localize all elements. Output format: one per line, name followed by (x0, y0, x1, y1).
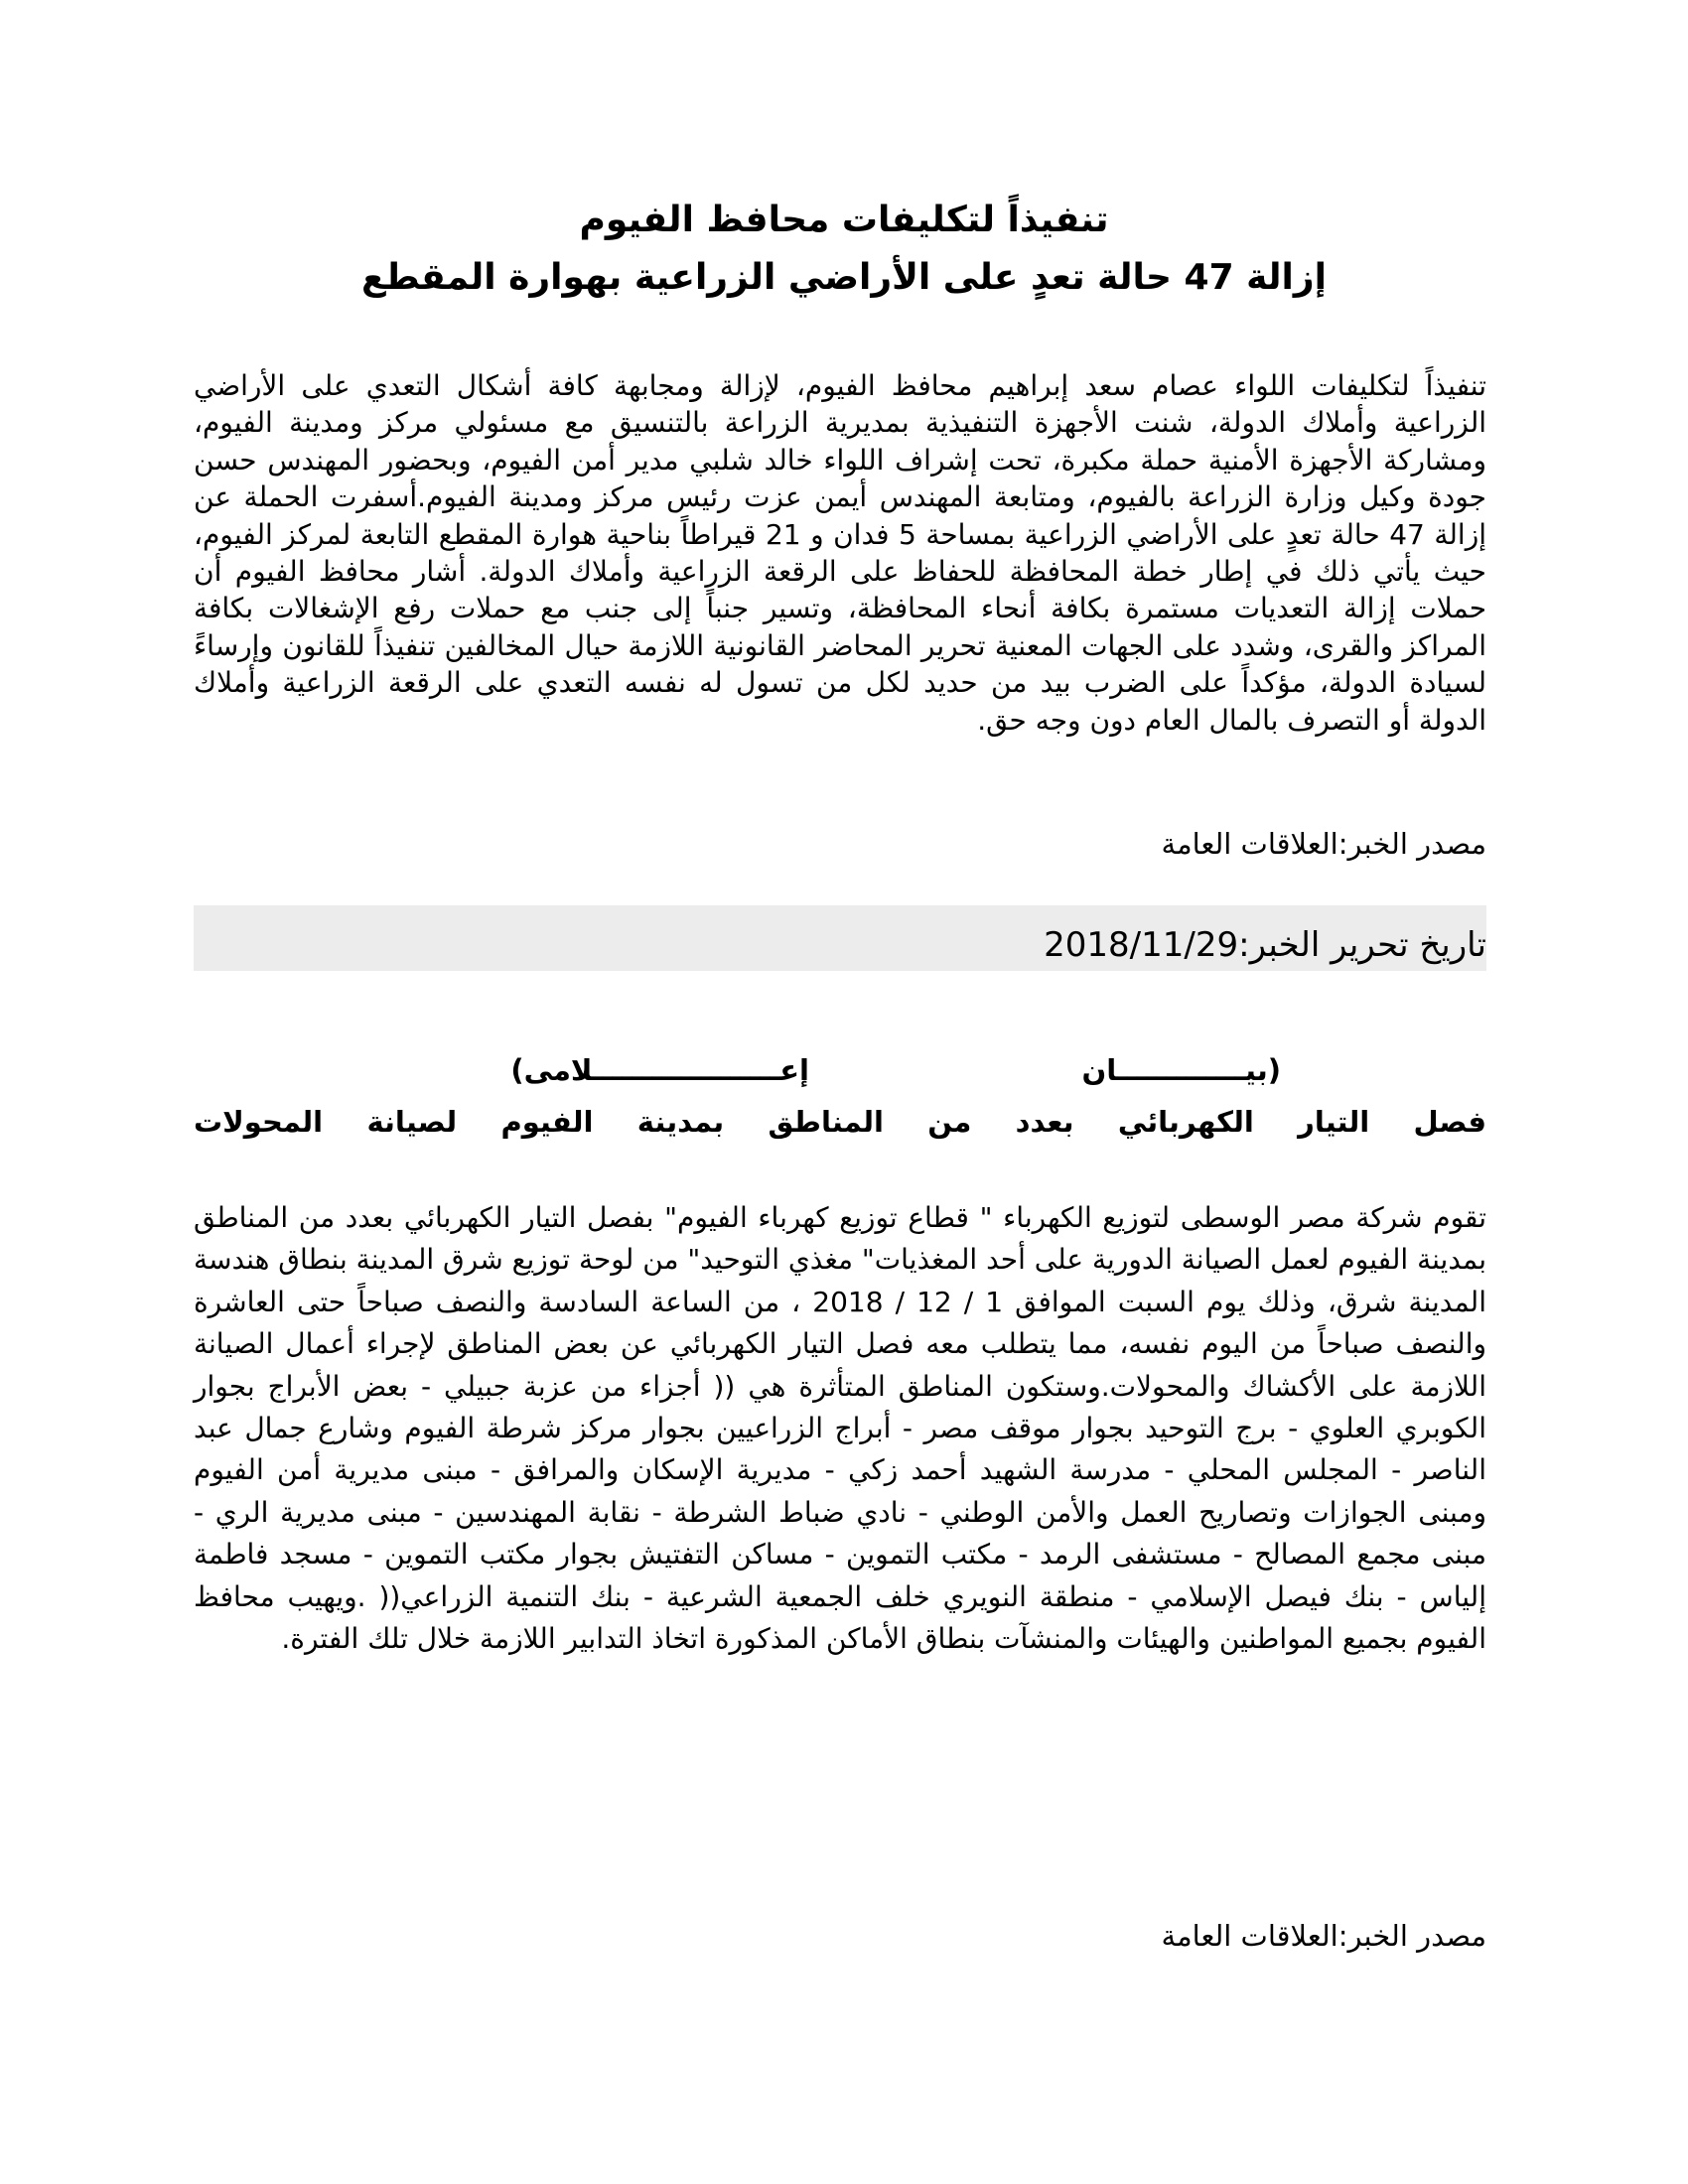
news-source-line: مصدر الخبر:العلاقات العامة (1161, 827, 1486, 861)
heading-fragment-2: إعـــــــــــــــــــلامى) (510, 1053, 809, 1087)
heading-word: بمدينة (636, 1105, 725, 1139)
heading-word: الكهربائي (1117, 1105, 1254, 1139)
announcement-body-paragraph: تقوم شركة مصر الوسطى لتوزيع الكهرباء " قطاع توزيع كهرباء الفيوم" بفصل التيار الكهربائي بعدد من المناطق بمدينة الفيوم لعمل الصيانة الدورية على أحد المغذيات" مغذي التوحيد" من لوحة توزيع شرق المدينة بنطاق هندسة المدينة شرق، وذلك يوم السبت الموافق 1 / 12 / 2018 ، من الساعة السادسة والنصف صباحاً حتى العاشرة والنصف صباحاً من اليوم نفسه، مما يتطلب معه فصل التيار الكهربائي عن بعض المناطق لإجراء أعمال الصيانة اللازمة على الأكشاك والمحولات.وستكون المناطق المتأثرة هي (( أجزاء من عزبة جبيلي - بعض الأبراج بجوار الكوبري العلوي - برج التوحيد بجوار موقف مصر - أبراج الزراعيين بجوار مركز شرطة الفيوم وشارع جمال عبد الناصر - المجلس المحلي - مدرسة الشهيد أحمد زكي - مديرية الإسكان والمرافق - مبنى مديرية أمن الفيوم ومبنى الجوازات وتصاريح العمل والأمن الوطني - نادي ضباط الشرطة - نقابة المهندسين - مبنى مديرية الري - مبنى مجمع المصالح - مستشفى الرمد - مكتب التموين - مساكن التفتيش بجوار مكتب التموين - مسجد فاطمة إلياس - بنك فيصل الإسلامي - منطقة النويري خلف الجمعية الشرعية - بنك التنمية الزراعي(( .ويهيب محافظ الفيوم بجميع المواطنين والهيئات والمنشآت بنطاق الأماكن المذكورة اتخاذ التدابير اللازمة خلال تلك الفترة. (194, 1201, 1486, 1656)
heading-word: لصيانة (366, 1105, 458, 1139)
announcement-heading-label (194, 1050, 1486, 1090)
heading-word: بعدد (1015, 1105, 1074, 1139)
article-title-line-2: إزالة 47 حالة تعدٍ على الأراضي الزراعية بهوارة المقطع (361, 257, 1327, 298)
heading-word: الفيوم (500, 1105, 594, 1139)
heading-word: من (927, 1105, 972, 1139)
heading-word: التيار (1298, 1105, 1370, 1139)
announcement-source-line: مصدر الخبر:العلاقات العامة (1161, 1919, 1486, 1953)
heading-fragment-1: (بيـــــــــــــان (1081, 1053, 1281, 1087)
news-date-line: تاريخ تحرير الخبر:2018/11/29 (1044, 925, 1486, 965)
article-title-line-1: تنفيذاً لتكليفات محافظ الفيوم (579, 200, 1109, 240)
heading-word: المناطق (768, 1105, 884, 1139)
article-body-paragraph: تنفيذاً لتكليفات اللواء عصام سعد إبراهيم محافظ الفيوم، لإزالة ومجابهة كافة أشكال التعدي على الأراضي الزراعية وأملاك الدولة، شنت الأجهزة التنفيذية بمديرية الزراعة بالتنسيق مع مسئولي مركز ومدينة الفيوم، ومشاركة الأجهزة الأمنية حملة مكبرة، تحت إشراف اللواء خالد شلبي مدير أمن الفيوم، وبحضور المهندس حسن جودة وكيل وزارة الزراعة بالفيوم، ومتابعة المهندس أيمن عزت رئيس مركز ومدينة الفيوم.أسفرت الحملة عن إزالة 47 حالة تعدٍ على الأراضي الزراعية بمساحة 5 فدان و 21 قيراطاً بناحية هوارة المقطع التابعة لمركز الفيوم، حيث يأتي ذلك في إطار خطة المحافظة للحفاظ على الرقعة الزراعية وأملاك الدولة. أشار محافظ الفيوم أن حملات إزالة التعديات مستمرة بكافة أنحاء المحافظة، وتسير جنباً إلى جنب مع حملات رفع الإشغالات بكافة المراكز والقرى، وشدد على الجهات المعنية تحرير المحاضر القانونية اللازمة حيال المخالفين تنفيذاً للقانون وإرساءً لسيادة الدولة، مؤكداً على الضرب بيد من حديد لكل من تسول له نفسه التعدي على الرقعة الزراعية وأملاك الدولة أو التصرف بالمال العام دون وجه حق. (194, 369, 1486, 737)
heading-word: المحولات (194, 1105, 324, 1139)
heading-word: فصل (1413, 1105, 1486, 1139)
announcement-heading (194, 1102, 1486, 1142)
